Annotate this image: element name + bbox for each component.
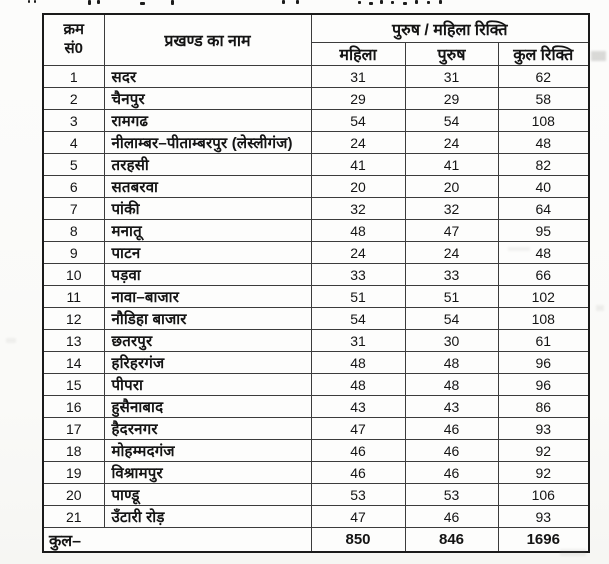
cell-block-name: पाटन — [104, 242, 311, 264]
cell-block-name: नावा–बाजार — [104, 286, 311, 308]
cell-male-vacancy: 41 — [405, 154, 498, 176]
cell-total-vacancy: 96 — [498, 374, 589, 396]
cell-total-vacancy: 61 — [498, 330, 589, 352]
cell-total-vacancy: 48 — [498, 132, 589, 154]
table-row — [43, 220, 589, 242]
cell-serial-number: 6 — [43, 176, 104, 198]
cell-total-vacancy: 108 — [498, 110, 589, 132]
cell-block-name: पड़वा — [104, 264, 311, 286]
cell-female-vacancy: 51 — [311, 286, 405, 308]
cell-block-name: छतरपुर — [104, 330, 311, 352]
table-row — [43, 198, 589, 220]
table-row — [43, 66, 589, 88]
cell-serial-number: 2 — [43, 88, 104, 110]
column-header-total: कुल रिक्ति — [498, 43, 589, 66]
cell-male-vacancy: 43 — [405, 396, 498, 418]
cell-female-vacancy: 41 — [311, 154, 405, 176]
cell-male-vacancy: 33 — [405, 264, 498, 286]
cell-serial-number: 17 — [43, 418, 104, 440]
cell-total-vacancy: 93 — [498, 506, 589, 528]
cell-block-name: तरहसी — [104, 154, 311, 176]
cell-block-name: नौडिहा बाजार — [104, 308, 311, 330]
cell-male-vacancy: 48 — [405, 352, 498, 374]
cell-block-name: हरिहरगंज — [104, 352, 311, 374]
cell-total-vacancy: 40 — [498, 176, 589, 198]
cell-block-name: नीलाम्बर–पीताम्बरपुर (लेस्लीगंज) — [104, 132, 311, 154]
cell-female-vacancy: 31 — [311, 66, 405, 88]
cell-total-vacancy: 92 — [498, 462, 589, 484]
table-row — [43, 154, 589, 176]
column-header-female: महिला — [311, 43, 405, 66]
serial-header-line2: सं0 — [64, 40, 83, 57]
serial-header-line1: क्रम — [63, 21, 84, 39]
cell-serial-number: 18 — [43, 440, 104, 462]
table-row — [43, 132, 589, 154]
cell-male-vacancy: 46 — [405, 462, 498, 484]
scan-artifact — [591, 51, 606, 61]
cell-serial-number: 10 — [43, 264, 104, 286]
vacancy-table — [42, 13, 590, 553]
table-row — [43, 330, 589, 352]
cell-block-name: विश्रामपुर — [104, 462, 311, 484]
cell-male-vacancy: 54 — [405, 308, 498, 330]
cell-female-vacancy: 20 — [311, 176, 405, 198]
cell-serial-number: 20 — [43, 484, 104, 506]
cell-male-vacancy: 32 — [405, 198, 498, 220]
column-header-male: पुरुष — [405, 43, 498, 66]
cell-female-vacancy: 54 — [311, 110, 405, 132]
scan-artifact — [508, 247, 530, 251]
table-row — [43, 418, 589, 440]
scan-artifact — [560, 549, 586, 556]
column-header-vacancy-group: पुरुष / महिला रिक्ति — [311, 14, 589, 43]
cell-total-vacancy: 106 — [498, 484, 589, 506]
cell-total-vacancy: 96 — [498, 352, 589, 374]
cell-female-vacancy: 32 — [311, 198, 405, 220]
cell-female-vacancy: 48 — [311, 220, 405, 242]
cell-female-vacancy: 24 — [311, 242, 405, 264]
cell-female-vacancy: 29 — [311, 88, 405, 110]
cell-total-vacancy: 48 — [498, 242, 589, 264]
table-row — [43, 396, 589, 418]
cropped-text-fragments — [0, 0, 609, 7]
cell-block-name: पीपरा — [104, 374, 311, 396]
cell-male-vacancy: 46 — [405, 418, 498, 440]
cell-total-vacancy: 58 — [498, 88, 589, 110]
column-header-block-name: प्रखण्ड का नाम — [104, 14, 311, 66]
cell-serial-number: 16 — [43, 396, 104, 418]
total-row — [43, 528, 589, 553]
total-female: 850 — [311, 528, 405, 553]
cell-block-name: मनातू — [104, 220, 311, 242]
cell-male-vacancy: 46 — [405, 440, 498, 462]
cell-serial-number: 12 — [43, 308, 104, 330]
cell-block-name: सदर — [104, 66, 311, 88]
cell-male-vacancy: 30 — [405, 330, 498, 352]
cell-male-vacancy: 29 — [405, 88, 498, 110]
table-row — [43, 286, 589, 308]
cell-total-vacancy: 66 — [498, 264, 589, 286]
cell-block-name: हुसैनाबाद — [104, 396, 311, 418]
cell-male-vacancy: 47 — [405, 220, 498, 242]
total-male: 846 — [405, 528, 498, 553]
cell-male-vacancy: 31 — [405, 66, 498, 88]
cell-block-name: पांकी — [104, 198, 311, 220]
total-label: कुल– — [43, 528, 311, 553]
cell-total-vacancy: 95 — [498, 220, 589, 242]
cell-female-vacancy: 46 — [311, 462, 405, 484]
cell-male-vacancy: 24 — [405, 242, 498, 264]
cell-serial-number: 21 — [43, 506, 104, 528]
cell-female-vacancy: 31 — [311, 330, 405, 352]
cell-total-vacancy: 92 — [498, 440, 589, 462]
cell-male-vacancy: 20 — [405, 176, 498, 198]
cell-block-name: मोहम्मदगंज — [104, 440, 311, 462]
cell-female-vacancy: 48 — [311, 352, 405, 374]
table-row — [43, 374, 589, 396]
cell-block-name: चैनपुर — [104, 88, 311, 110]
cell-female-vacancy: 43 — [311, 396, 405, 418]
cell-serial-number: 9 — [43, 242, 104, 264]
cell-serial-number: 11 — [43, 286, 104, 308]
cell-serial-number: 1 — [43, 66, 104, 88]
total-overall: 1696 — [498, 528, 589, 553]
cell-serial-number: 13 — [43, 330, 104, 352]
cell-serial-number: 15 — [43, 374, 104, 396]
cell-total-vacancy: 93 — [498, 418, 589, 440]
table-row — [43, 264, 589, 286]
cell-male-vacancy: 53 — [405, 484, 498, 506]
cell-female-vacancy: 48 — [311, 374, 405, 396]
cell-female-vacancy: 24 — [311, 132, 405, 154]
table-row — [43, 440, 589, 462]
table-row — [43, 462, 589, 484]
scan-artifact — [6, 338, 16, 343]
table-row — [43, 352, 589, 374]
table-row — [43, 506, 589, 528]
cell-total-vacancy: 64 — [498, 198, 589, 220]
cell-serial-number: 3 — [43, 110, 104, 132]
cell-serial-number: 19 — [43, 462, 104, 484]
cell-female-vacancy: 47 — [311, 418, 405, 440]
cell-serial-number: 14 — [43, 352, 104, 374]
cell-male-vacancy: 46 — [405, 506, 498, 528]
table-row — [43, 484, 589, 506]
table-row — [43, 242, 589, 264]
table-row — [43, 88, 589, 110]
cell-serial-number: 8 — [43, 220, 104, 242]
cell-female-vacancy: 33 — [311, 264, 405, 286]
header-row-group — [43, 14, 589, 43]
cell-female-vacancy: 47 — [311, 506, 405, 528]
table-row — [43, 110, 589, 132]
cell-block-name: सतबरवा — [104, 176, 311, 198]
cell-serial-number: 4 — [43, 132, 104, 154]
cell-total-vacancy: 82 — [498, 154, 589, 176]
cell-total-vacancy: 86 — [498, 396, 589, 418]
cell-total-vacancy: 108 — [498, 308, 589, 330]
table-row — [43, 308, 589, 330]
cell-male-vacancy: 48 — [405, 374, 498, 396]
cell-block-name: उँटारी रोड़ — [104, 506, 311, 528]
cell-male-vacancy: 24 — [405, 132, 498, 154]
cell-female-vacancy: 54 — [311, 308, 405, 330]
cell-female-vacancy: 46 — [311, 440, 405, 462]
cell-male-vacancy: 54 — [405, 110, 498, 132]
table-row — [43, 176, 589, 198]
scan-artifact — [596, 305, 604, 311]
cell-block-name: रामगढ — [104, 110, 311, 132]
cell-serial-number: 7 — [43, 198, 104, 220]
column-header-serial — [43, 14, 104, 66]
cell-female-vacancy: 53 — [311, 484, 405, 506]
cell-male-vacancy: 51 — [405, 286, 498, 308]
cell-serial-number: 5 — [43, 154, 104, 176]
cell-total-vacancy: 62 — [498, 66, 589, 88]
cell-block-name: पाण्डू — [104, 484, 311, 506]
cell-block-name: हैदरनगर — [104, 418, 311, 440]
cell-total-vacancy: 102 — [498, 286, 589, 308]
